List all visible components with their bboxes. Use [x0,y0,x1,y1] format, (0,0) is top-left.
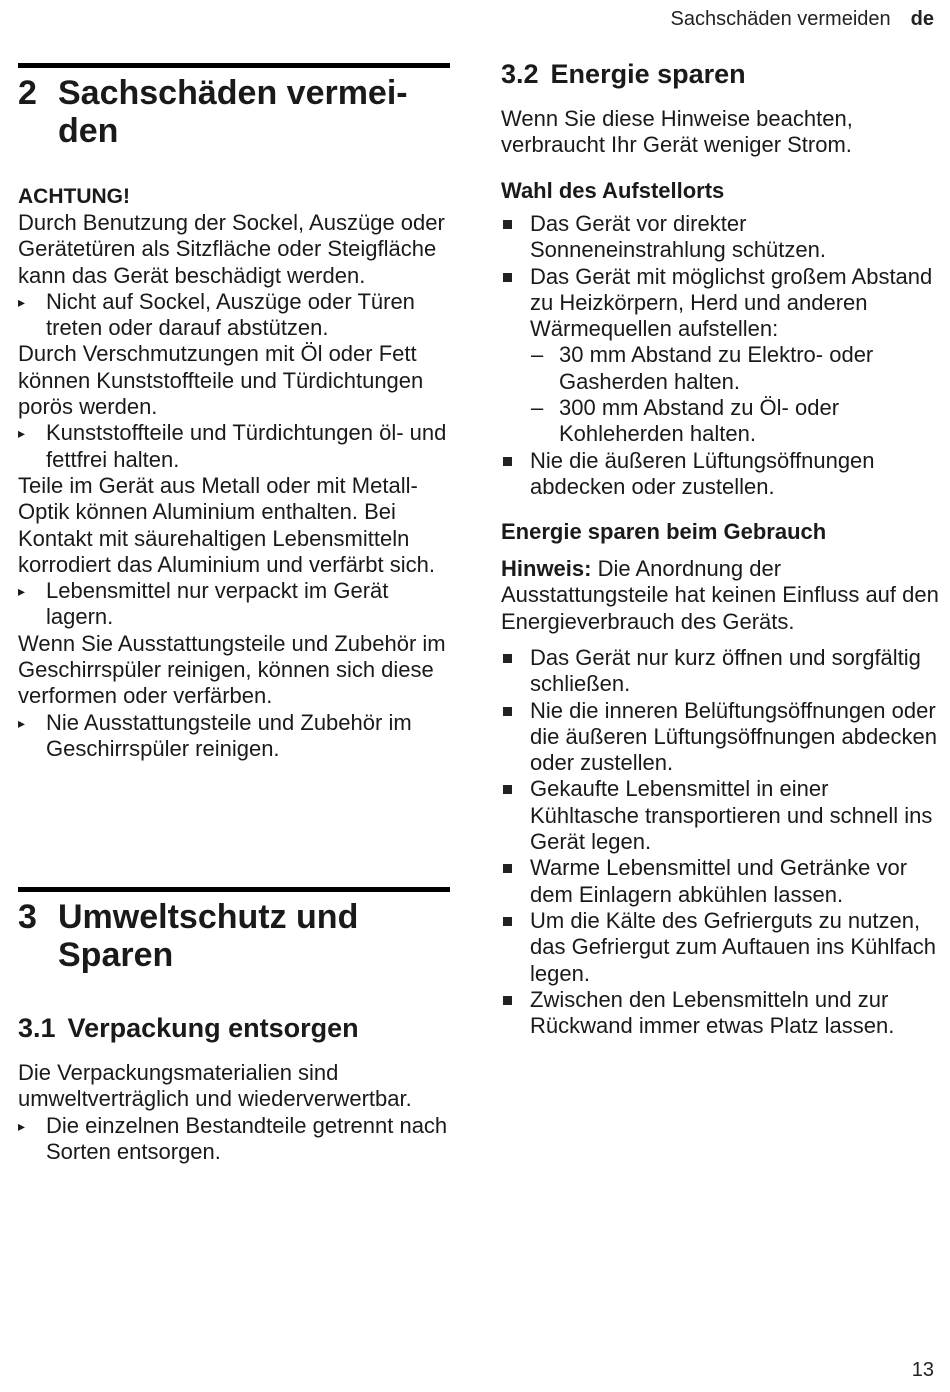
warning-paragraph-3: Teile im Gerät aus Metall oder mit Metall-Optik können Aluminium enthalten. Bei Kontakt mit säurehaltigen Lebensmitteln korrodiert das Aluminium und verfärbt sich. [18,472,435,577]
packaging-paragraph: Die Verpackungsmaterialien sind umweltverträglich und wiederverwertbar. [18,1060,412,1112]
section-3-2-heading [501,58,746,90]
section-3-1-title: Verpackung entsorgen [67,1013,359,1043]
warning-label: ACHTUNG! [18,185,130,208]
section-3-2-number: 3.2 [501,59,539,89]
list-item: Das Gerät mit möglichst großem Abstand zu Heizkörpern, Herd und anderen Wärmequellen aufstellen: [501,264,939,343]
header-title: Sachschäden vermeiden [670,8,891,30]
warning-steps-3 [18,578,450,631]
warning-paragraph-1: Durch Benutzung der Sockel, Auszüge oder Gerätetüren als Sitzfläche oder Steigfläche kann das Gerät beschädigt werden. [18,210,445,288]
step-item: ▸ Nicht auf Sockel, Auszüge oder Türen treten oder darauf abstützen. [18,288,415,341]
list-item: Nie die inneren Belüftungsöffnungen oder die äußeren Lüftungsöffnungen abdecken oder zustellen. [501,698,939,777]
warning-steps-4 [18,710,450,763]
hint-label: Hinweis: [501,556,592,581]
square-bullet-icon [503,654,512,663]
warning-paragraph-2: Durch Verschmutzungen mit Öl oder Fett können Kunststoffteile und Türdichtungen porös werden. [18,341,424,420]
section-2-body [18,184,450,762]
section-3-title: Umweltschutz und Sparen [58,898,359,974]
square-bullet-icon [503,785,512,794]
section-2-heading-block [18,63,450,150]
usage-heading: Energie sparen beim Gebrauch [501,519,827,544]
list-item: Warme Lebensmittel und Getränke vor dem Einlagern abkühlen lassen. [501,855,939,908]
section-2-number: 2 [18,74,37,112]
step-item: ▸ Lebensmittel nur verpackt im Gerät lagern. [18,578,389,630]
section-3-1-number: 3.1 [18,1013,56,1043]
warning-steps-1 [18,289,450,342]
language-code: de [910,8,934,30]
square-bullet-icon [503,917,512,926]
list-subitem: – 300 mm Abstand zu Öl- oder Kohleherden halten. [531,395,840,447]
packaging-steps [18,1113,450,1166]
warning-steps-2 [18,420,450,473]
list-item: Zwischen den Lebensmitteln und zur Rückwand immer etwas Platz lassen. [501,987,939,1040]
section-3-number: 3 [18,898,37,936]
square-bullet-icon [503,707,512,716]
list-item: Nie die äußeren Lüftungsöffnungen abdecken oder zustellen. [501,448,939,501]
list-subitem: – 30 mm Abstand zu Elektro- oder Gasherden halten. [531,342,874,394]
page-header [671,8,934,31]
list-item: Das Gerät vor direkter Sonneneinstrahlung schützen. [501,211,939,264]
triangle-icon: ▸ [18,583,26,600]
square-bullet-icon [503,864,512,873]
warning-paragraph-4: Wenn Sie Ausstattungsteile und Zubehör im Geschirrspüler reinigen, können sich diese verformen oder verfärben. [18,630,446,709]
section-3-1-heading [18,1012,359,1044]
square-bullet-icon [503,457,512,466]
section-3-1-body [18,1060,450,1165]
section-3-heading [18,898,450,974]
section-2-title: Sachschäden vermei- den [58,74,408,150]
step-item: ▸ Kunststoffteile und Türdichtungen öl- und fettfrei halten. [18,420,447,472]
usage-hint [501,556,939,635]
step-item: ▸ Die einzelnen Bestandteile getrennt nach Sorten entsorgen. [18,1112,448,1164]
triangle-icon: ▸ [18,1117,26,1134]
location-list [501,211,939,500]
list-item: Um die Kälte des Gefrierguts zu nutzen, das Gefriergut zum Auftauen ins Kühlfach legen. [501,908,939,987]
section-2-heading [18,74,450,150]
energy-intro: Wenn Sie diese Hinweise beachten, verbraucht Ihr Gerät weniger Strom. [501,106,853,158]
square-bullet-icon [503,220,512,229]
page-number: 13 [911,1359,934,1381]
triangle-icon: ▸ [18,714,26,731]
step-item: ▸ Nie Ausstattungsteile und Zubehör im Geschirrspüler reinigen. [18,709,412,761]
square-bullet-icon [503,996,512,1005]
section-3-2-title: Energie sparen [550,59,746,89]
list-item: Gekaufte Lebensmittel in einer Kühltasche transportieren und schnell ins Gerät legen. [501,776,939,855]
triangle-icon: ▸ [18,293,26,310]
list-item: Das Gerät nur kurz öffnen und sorgfältig schließen. [501,645,939,698]
usage-list [501,645,939,1039]
hint-text: Die Anordnung der Ausstattungsteile hat keinen Einfluss auf den Energieverbrauch des Geräts. [501,556,939,634]
section-3-heading-block [18,887,450,974]
square-bullet-icon [503,273,512,282]
triangle-icon: ▸ [18,425,26,442]
dash-icon: – [531,342,544,368]
dash-icon: – [531,395,544,421]
location-heading: Wahl des Aufstellorts [501,178,725,203]
